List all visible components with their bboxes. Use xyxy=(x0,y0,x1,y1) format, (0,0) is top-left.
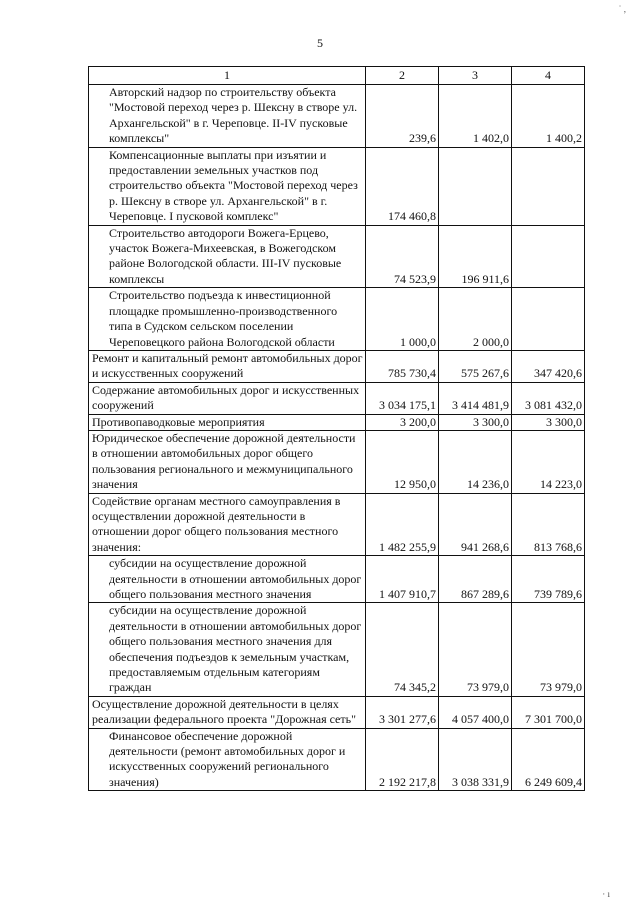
table-row xyxy=(89,603,585,696)
table-row xyxy=(89,430,585,493)
value-col-2: 2 192 217,8 xyxy=(366,728,439,791)
value-col-2: 74 345,2 xyxy=(366,603,439,696)
value-col-2: 1 000,0 xyxy=(366,288,439,351)
table-row xyxy=(89,85,585,148)
row-description: субсидии на осуществление дорожной деятельности в отношении автомобильных дорог общего пользования местного значения xyxy=(89,556,366,603)
value-col-3: 73 979,0 xyxy=(439,603,512,696)
value-col-3: 941 268,6 xyxy=(439,493,512,556)
table-row xyxy=(89,493,585,556)
value-col-3: 196 911,6 xyxy=(439,225,512,288)
row-description: Строительство автодороги Вожега-Ерцево, участок Вожега-Михеевская, в Вожегодском районе Вологодской области. III-IV пусковые комплексы xyxy=(89,225,366,288)
value-col-3: 1 402,0 xyxy=(439,85,512,148)
value-col-2: 1 482 255,9 xyxy=(366,493,439,556)
value-col-3: 2 000,0 xyxy=(439,288,512,351)
value-col-3: 3 038 331,9 xyxy=(439,728,512,791)
value-col-2: 3 301 277,6 xyxy=(366,696,439,728)
value-col-3: 3 300,0 xyxy=(439,414,512,430)
value-col-2: 785 730,4 xyxy=(366,350,439,382)
row-description: Финансовое обеспечение дорожной деятельности (ремонт автомобильных дорог и искусственных сооружений регионального значения) xyxy=(89,728,366,791)
value-col-2: 3 200,0 xyxy=(366,414,439,430)
row-description: Строительство подъезда к инвестиционной площадке промышленно-производственного типа в Судском сельском поселении Череповецкого района Вологодской области xyxy=(89,288,366,351)
scan-mark: · ı xyxy=(602,889,610,899)
table-row xyxy=(89,225,585,288)
value-col-4: 3 300,0 xyxy=(512,414,585,430)
value-col-3: 3 414 481,9 xyxy=(439,382,512,414)
column-header: 3 xyxy=(439,67,512,85)
value-col-4: 347 420,6 xyxy=(512,350,585,382)
row-description: Содержание автомобильных дорог и искусственных сооружений xyxy=(89,382,366,414)
row-description: Авторский надзор по строительству объекта "Мостовой переход через р. Шексну в створе ул. Архангельской" в г. Череповце. II-IV пусковые комплексы" xyxy=(89,85,366,148)
table-row xyxy=(89,382,585,414)
value-col-4: 1 400,2 xyxy=(512,85,585,148)
table-header-row xyxy=(89,67,585,85)
value-col-4: 813 768,6 xyxy=(512,493,585,556)
page-number: 5 xyxy=(317,36,323,50)
value-col-4 xyxy=(512,147,585,225)
value-col-3: 867 289,6 xyxy=(439,556,512,603)
table-row xyxy=(89,556,585,603)
value-col-3 xyxy=(439,147,512,225)
value-col-4: 6 249 609,4 xyxy=(512,728,585,791)
value-col-2: 12 950,0 xyxy=(366,430,439,493)
value-col-2: 1 407 910,7 xyxy=(366,556,439,603)
value-col-2: 239,6 xyxy=(366,85,439,148)
table-row xyxy=(89,696,585,728)
scan-mark: ˙ , xyxy=(618,4,626,14)
value-col-3: 14 236,0 xyxy=(439,430,512,493)
row-description: Ремонт и капитальный ремонт автомобильных дорог и искусственных сооружений xyxy=(89,350,366,382)
value-col-3: 575 267,6 xyxy=(439,350,512,382)
row-description: Компенсационные выплаты при изъятии и предоставлении земельных участков под строительство объекта "Мостовой переход через р. Шексну в створе ул. Архангельской" в г. Череповце. I пусковой комплекс" xyxy=(89,147,366,225)
value-col-2: 74 523,9 xyxy=(366,225,439,288)
row-description: Осуществление дорожной деятельности в целях реализации федерального проекта "Дорожная сеть" xyxy=(89,696,366,728)
row-description: субсидии на осуществление дорожной деятельности в отношении автомобильных дорог общего пользования местного значения для обеспечения подъездов к земельным участкам, предоставляемым отдельным категориям граждан xyxy=(89,603,366,696)
table-row xyxy=(89,288,585,351)
row-description: Содействие органам местного самоуправления в осуществлении дорожной деятельности в отношении дорог общего пользования местного значения: xyxy=(89,493,366,556)
column-header: 1 xyxy=(89,67,366,85)
table-row xyxy=(89,414,585,430)
table-row xyxy=(89,147,585,225)
value-col-4: 73 979,0 xyxy=(512,603,585,696)
budget-table xyxy=(88,66,585,791)
value-col-4: 7 301 700,0 xyxy=(512,696,585,728)
value-col-4: 14 223,0 xyxy=(512,430,585,493)
value-col-4: 739 789,6 xyxy=(512,556,585,603)
row-description: Противопаводковые мероприятия xyxy=(89,414,366,430)
column-header: 4 xyxy=(512,67,585,85)
value-col-4: 3 081 432,0 xyxy=(512,382,585,414)
value-col-3: 4 057 400,0 xyxy=(439,696,512,728)
value-col-2: 3 034 175,1 xyxy=(366,382,439,414)
table-row xyxy=(89,350,585,382)
value-col-2: 174 460,8 xyxy=(366,147,439,225)
table-row xyxy=(89,728,585,791)
value-col-4 xyxy=(512,288,585,351)
value-col-4 xyxy=(512,225,585,288)
column-header: 2 xyxy=(366,67,439,85)
row-description: Юридическое обеспечение дорожной деятельности в отношении автомобильных дорог общего пользования регионального и межмуниципального значения xyxy=(89,430,366,493)
